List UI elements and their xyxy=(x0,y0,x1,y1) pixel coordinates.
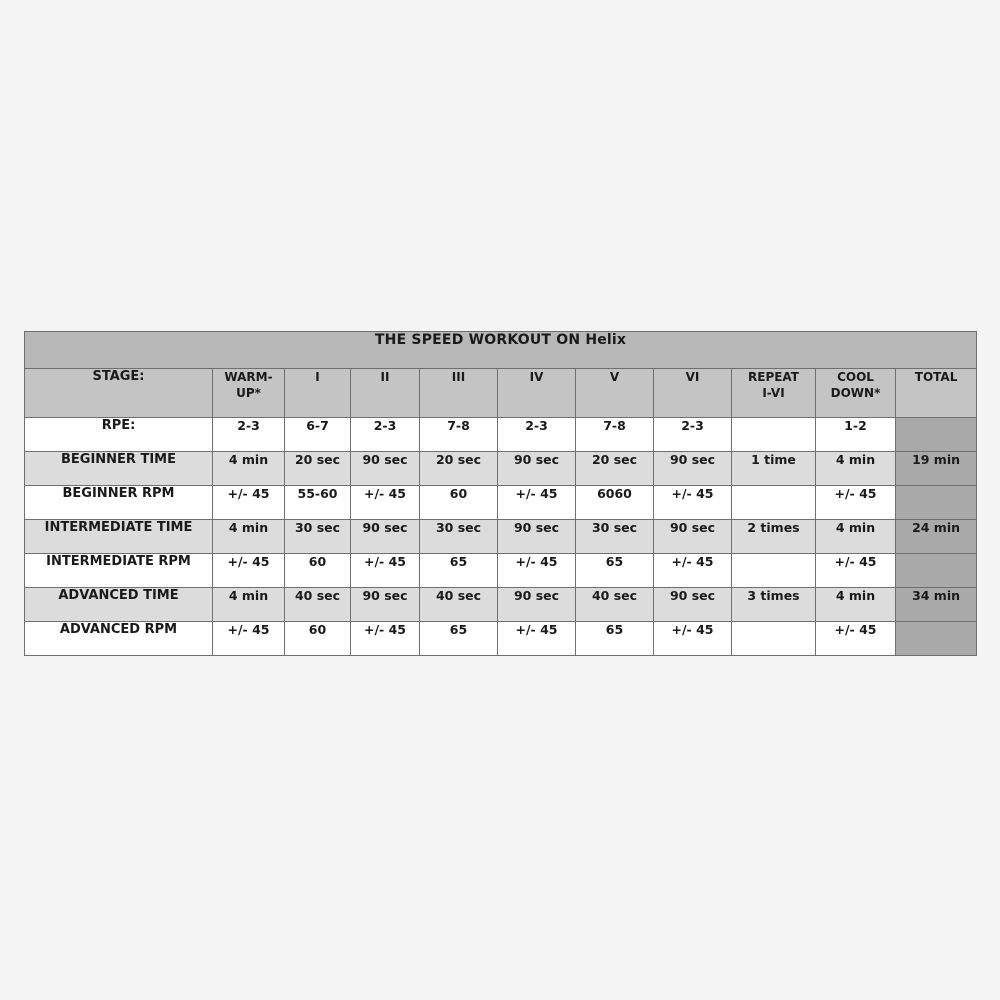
table-cell: 90 sec xyxy=(351,588,420,622)
table-cell: 4 min xyxy=(213,588,285,622)
row-label: RPE: xyxy=(25,418,213,452)
table-row xyxy=(25,588,977,622)
total-cell xyxy=(896,486,977,520)
row-label: INTERMEDIATE TIME xyxy=(25,520,213,554)
row-label: ADVANCED TIME xyxy=(25,588,213,622)
table-cell: 60 xyxy=(285,622,351,656)
table-cell: 60 xyxy=(285,554,351,588)
table-cell: 65 xyxy=(420,622,498,656)
table-cell xyxy=(732,554,816,588)
table-cell: 30 sec xyxy=(420,520,498,554)
table-title: THE SPEED WORKOUT ON Helix xyxy=(25,332,977,369)
table-cell: 20 sec xyxy=(420,452,498,486)
table-cell: +/- 45 xyxy=(213,622,285,656)
table-cell: +/- 45 xyxy=(498,622,576,656)
table-row xyxy=(25,486,977,520)
table-cell: 65 xyxy=(420,554,498,588)
header-cool-down: COOL DOWN* xyxy=(816,369,896,418)
header-stage: STAGE: xyxy=(25,369,213,418)
table-cell: 2-3 xyxy=(213,418,285,452)
table-cell: 4 min xyxy=(816,588,896,622)
table-cell: 90 sec xyxy=(654,588,732,622)
header-stage-iv: IV xyxy=(498,369,576,418)
table-cell: +/- 45 xyxy=(351,622,420,656)
total-cell xyxy=(896,554,977,588)
total-cell: 34 min xyxy=(896,588,977,622)
table-cell: +/- 45 xyxy=(654,622,732,656)
table-cell: 4 min xyxy=(213,452,285,486)
table-row xyxy=(25,554,977,588)
table-cell: 55-60 xyxy=(285,486,351,520)
table-cell: 40 sec xyxy=(420,588,498,622)
table-cell: 1-2 xyxy=(816,418,896,452)
header-stage-iii: III xyxy=(420,369,498,418)
table-cell: 90 sec xyxy=(351,452,420,486)
table-cell: 30 sec xyxy=(576,520,654,554)
table-cell: 2 times xyxy=(732,520,816,554)
table-cell: 90 sec xyxy=(654,520,732,554)
table-cell: 4 min xyxy=(816,452,896,486)
table-cell: +/- 45 xyxy=(498,554,576,588)
header-stage-i: I xyxy=(285,369,351,418)
table-cell: 60 xyxy=(420,486,498,520)
row-label: BEGINNER TIME xyxy=(25,452,213,486)
row-label: BEGINNER RPM xyxy=(25,486,213,520)
total-cell: 19 min xyxy=(896,452,977,486)
header-stage-vi: VI xyxy=(654,369,732,418)
table-cell: 3 times xyxy=(732,588,816,622)
table-cell: 4 min xyxy=(816,520,896,554)
row-label: INTERMEDIATE RPM xyxy=(25,554,213,588)
table-cell: +/- 45 xyxy=(351,554,420,588)
header-stage-v: V xyxy=(576,369,654,418)
table-cell: 7-8 xyxy=(420,418,498,452)
table-cell: 40 sec xyxy=(576,588,654,622)
header-repeat: REPEAT I-VI xyxy=(732,369,816,418)
table-cell: 6-7 xyxy=(285,418,351,452)
header-stage-ii: II xyxy=(351,369,420,418)
table-cell: 2-3 xyxy=(351,418,420,452)
speed-workout-table xyxy=(24,331,977,656)
table-cell: +/- 45 xyxy=(213,554,285,588)
header-total: TOTAL xyxy=(896,369,977,418)
table-cell: 90 sec xyxy=(498,520,576,554)
table-cell xyxy=(732,622,816,656)
total-cell: 24 min xyxy=(896,520,977,554)
table-cell: +/- 45 xyxy=(498,486,576,520)
total-cell xyxy=(896,622,977,656)
table-cell xyxy=(732,418,816,452)
table-cell: +/- 45 xyxy=(816,622,896,656)
table-cell: +/- 45 xyxy=(351,486,420,520)
table-cell: +/- 45 xyxy=(816,554,896,588)
table-row xyxy=(25,622,977,656)
table-row xyxy=(25,418,977,452)
table-cell: +/- 45 xyxy=(654,554,732,588)
table-cell: 90 sec xyxy=(498,588,576,622)
row-label: ADVANCED RPM xyxy=(25,622,213,656)
table-cell: 4 min xyxy=(213,520,285,554)
table-cell: 2-3 xyxy=(498,418,576,452)
table-row xyxy=(25,452,977,486)
table-cell: 7-8 xyxy=(576,418,654,452)
table-cell: 90 sec xyxy=(654,452,732,486)
header-warm-up: WARM- UP* xyxy=(213,369,285,418)
table-cell: 2-3 xyxy=(654,418,732,452)
table-cell: 20 sec xyxy=(285,452,351,486)
table-cell: 6060 xyxy=(576,486,654,520)
total-cell xyxy=(896,418,977,452)
table-cell: 90 sec xyxy=(351,520,420,554)
table-cell: 20 sec xyxy=(576,452,654,486)
table-cell: 30 sec xyxy=(285,520,351,554)
table-cell: 40 sec xyxy=(285,588,351,622)
table-cell: +/- 45 xyxy=(816,486,896,520)
table-row xyxy=(25,520,977,554)
table-cell xyxy=(732,486,816,520)
table-cell: 65 xyxy=(576,554,654,588)
table-cell: 65 xyxy=(576,622,654,656)
table-cell: 90 sec xyxy=(498,452,576,486)
table-cell: 1 time xyxy=(732,452,816,486)
table-cell: +/- 45 xyxy=(654,486,732,520)
table-cell: +/- 45 xyxy=(213,486,285,520)
